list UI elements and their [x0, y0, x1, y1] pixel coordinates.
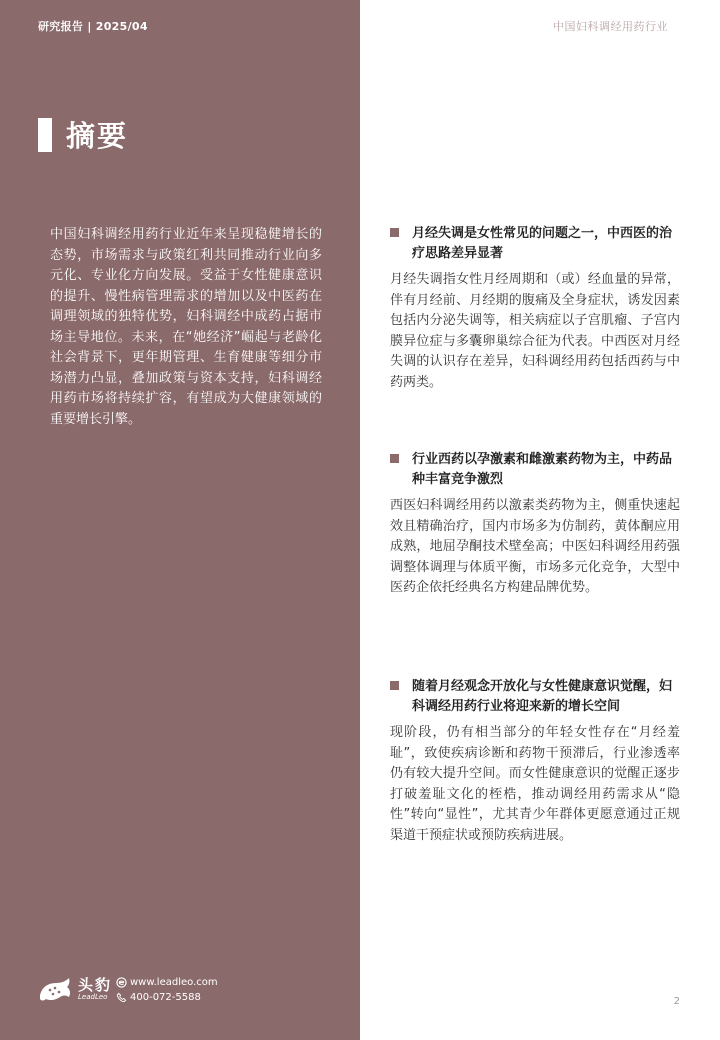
report-label: 研究报告 | 2025/04 [38, 20, 148, 33]
phone-number: 400-072-5588 [130, 992, 201, 1003]
section-3 [390, 677, 680, 846]
square-bullet-icon [390, 454, 399, 463]
section-1-head [390, 224, 680, 264]
logo-wordmark [78, 977, 112, 1002]
leopard-logo-icon [38, 975, 74, 1003]
phone-row [116, 990, 218, 1005]
logo-english-name: LeadLeo [78, 992, 108, 1001]
website-row [116, 975, 218, 990]
website-link[interactable]: www.leadleo.com [130, 977, 218, 988]
page-title: 摘要 [66, 119, 129, 153]
square-bullet-icon [390, 681, 399, 690]
contact-info [116, 975, 218, 1005]
section-3-title: 随着月经观念开放化与女性健康意识觉醒，妇科调经用药行业将迎来新的增长空间 [412, 679, 673, 714]
section-1 [390, 224, 680, 393]
summary-paragraph: 中国妇科调经用药行业近年来呈现稳健增长的态势，市场需求与政策红利共同推动行业向多元化、专业化方向发展。受益于女性健康意识的提升、慢性病管理需求的增加以及中医药在调理领域的独特优势，妇科调经中成药占据市场主导地位。未来，在“她经济”崛起与老龄化社会背景下，更年期管理、生育健康等细分市场潜力凸显，叠加政策与资本支持，妇科调经用药市场将持续扩容，有望成为大健康领域的重要增长引擎。 [50, 227, 322, 427]
title-accent-bar [38, 118, 52, 152]
section-2-title: 行业西药以孕激素和雌激素药物为主，中药品种丰富竞争激烈 [412, 452, 673, 487]
phone-icon [116, 992, 127, 1003]
section-2-head [390, 450, 680, 490]
section-3-head [390, 677, 680, 717]
section-3-body: 现阶段，仍有相当部分的年轻女性存在“月经羞耻”，致使疾病诊断和药物干预滞后，行业渗透率仍有较大提升空间。而女性健康意识的觉醒正逐步打破羞耻文化的桎梏，推动调经用药需求从“隐性”转向“显性”，尤其青少年群体更愿意通过正规渠道干预症状或预防疾病进展。 [390, 725, 680, 843]
section-1-title: 月经失调是女性常见的问题之一，中西医的治疗思路差异显著 [412, 226, 673, 261]
web-e-icon [116, 977, 127, 988]
square-bullet-icon [390, 228, 399, 237]
section-2-body: 西医妇科调经用药以激素类药物为主，侧重快速起效且精确治疗，国内市场多为仿制药，黄体酮应用成熟，地屈孕酮技术壁垒高；中医妇科调经用药强调整体调理与体质平衡，市场多元化竞争，大型中医药企依托经典名方构建品牌优势。 [390, 498, 680, 595]
section-1-body: 月经失调指女性月经周期和（或）经血量的异常，伴有月经前、月经期的腹痛及全身症状，诱发因素包括内分泌失调等，相关病症以子宫肌瘤、子宫内膜异位症与多囊卵巢综合征为代表。中西医对月经失调的认识存在差异，妇科调经用药包括西药与中药两类。 [390, 272, 680, 390]
logo-chinese-name: 头豹 [78, 975, 113, 994]
page-number: 2 [673, 996, 680, 1007]
industry-label: 中国妇科调经用药行业 [553, 20, 668, 33]
brand-logo [38, 975, 112, 1003]
section-2 [390, 450, 680, 599]
